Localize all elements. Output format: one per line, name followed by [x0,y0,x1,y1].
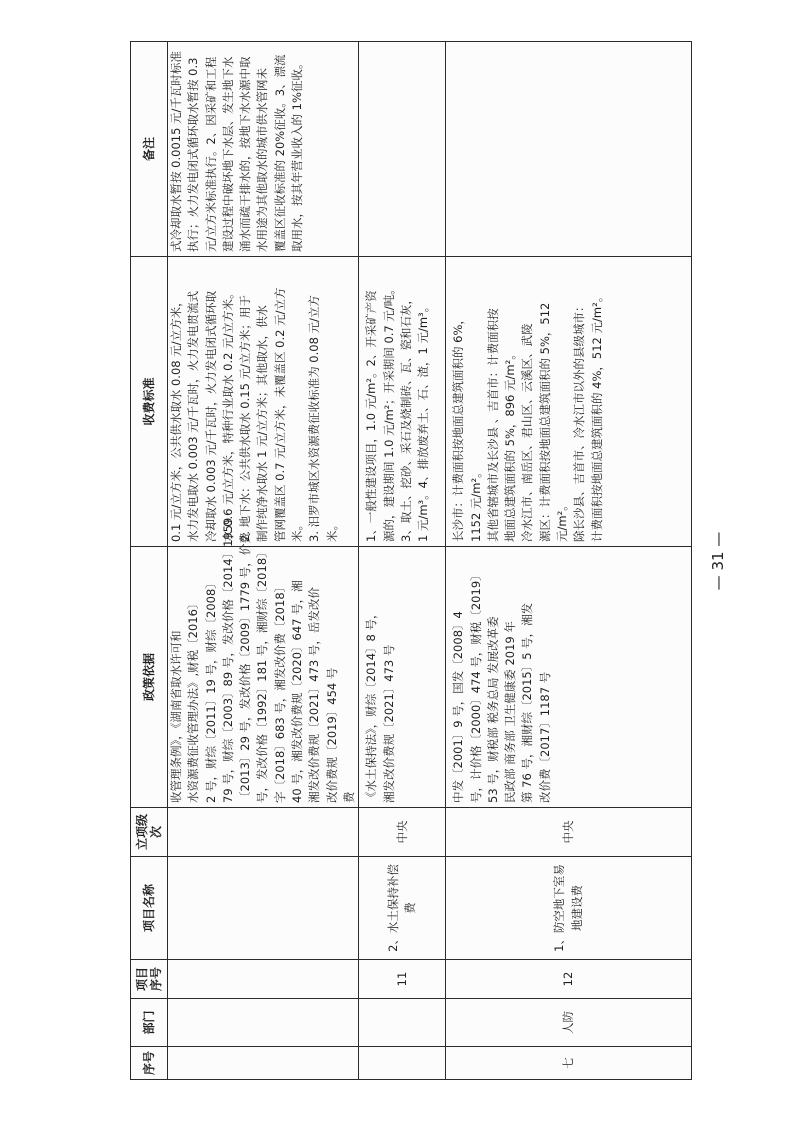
cell-item-name: 1、防空地下室易地建设费 [446,857,692,960]
basis-line: 中发〔2001〕9 号，国发〔2008〕4 [451,611,466,803]
standard-line: 2. 地下水：公共供水取水 0.15 元/立方米；用于 [238,295,253,542]
standard-line: 水力发电取水 0.003 元/千瓦时，火力发电贯流式 [186,290,201,542]
standard-line: 除长沙县、吉首市、冷水江市以外的县级城市： [572,300,587,542]
header-seq: 序号 [131,1047,168,1080]
cell-remark [446,42,692,257]
cell-dept: 人防 [446,999,692,1047]
standard-line: 水 0.6 元/立方米，特种行业取水 0.2 元/立方米。 [220,287,235,542]
rotated-table-frame [130,42,692,1080]
basis-line: 字〔2018〕683 号，湘发改价费〔2018〕 [272,580,287,803]
remark-line: 执行；火力发电闭式循环取水暂按 0.3 [186,57,201,252]
header-remark: 备注 [131,42,168,257]
standard-line: 3. 汨罗市城区水资源费征收标准为 0.08 元/立方 [307,295,322,542]
remark-line: 覆盖区征收标准的 20%征收。3、漂流 [272,54,287,252]
header-dept: 部门 [131,999,168,1047]
standard-line: 其他省辖城市及长沙县 、吉首市：计费面积按 [485,308,500,542]
cell-item-name: 2、水土保持补偿费 [359,857,446,960]
standard-line: 源的，建设期间 1.0 元/m²；开采期间 0.7 元/吨。 [381,283,396,542]
standard-line: 地面总建筑面积的 5%，896 元/m²。 [503,348,518,542]
basis-line: 79 号，财综〔2003〕89 号，发改价格〔2014〕1959 [220,517,235,803]
cell-remark [359,42,446,257]
basis-line: 费 [341,791,356,803]
page-number-text: — 31 — [709,531,727,591]
standard-line: 管网覆盖区 0.7 元/立方米，未覆盖区 0.2 元/立方 [272,287,287,542]
basis-line: 2 号，财综〔2011〕19 号，财综〔2008〕 [203,577,218,803]
remark-line: 水用途为其他取水的城市供水管网未 [255,68,270,252]
cell-item-no [168,960,359,999]
table-row [168,42,359,1080]
remark-line: 涌水而疏干排水的，按地下水水源中取 [238,56,253,252]
cell-seq [168,1047,359,1080]
header-item-no: 项目序号 [131,960,168,999]
standard-line: 冷却取水 0.003 元/千瓦时，火力发电闭式循环取 [203,290,218,542]
table-row [359,42,446,1080]
cell-basis [446,547,692,808]
cell-basis [359,547,446,808]
basis-line: 号，发改价格〔1992〕181 号，湘财综〔2018〕 [255,546,270,803]
cell-level: 中央 [446,808,692,857]
cell-item-no: 12 [446,960,692,999]
standard-line: 1 元/m³。4、排放废弃土、石、渣，1 元/m³。 [416,300,431,542]
cell-dept [359,999,446,1047]
standard-line: 3、取土、挖砂、采石及烧制砖、瓦、瓷和石灰， [398,293,413,542]
header-standard: 收费标准 [131,257,168,547]
standard-line: 1152 元/m²。 [468,466,483,542]
cell-dept [168,999,359,1047]
standard-line: 冷水江市、南岳区、君山区、云溪区、武陵 [520,323,535,542]
page-number [703,519,733,603]
cell-level [168,808,359,857]
basis-line: 号，计价格〔2000〕474 号，财税〔2019〕 [468,569,483,803]
basis-line: 〔2013〕29 号，发改价格〔2009〕1779 号，价费 [238,532,253,803]
standard-line: 计费面积按地面总建筑面积的 4%，512 元/m²。 [589,290,604,542]
basis-line: 53 号，财税部 税务总局 发展改革委 [485,616,500,803]
table-rotator [130,42,692,1080]
basis-line: 湘发改价费规〔2021〕473 号，岳发改价 [307,587,322,803]
fee-table [130,41,692,1080]
remark-line: 取用水，按其年营业收入的 1%征收。 [290,57,305,252]
basis-line: 40 号，湘发改价费规〔2020〕647 号，湘 [290,580,305,803]
basis-line: 湘发改价费规〔2021〕473 号 [381,644,396,803]
standard-line: 0.1 元/立方米，公共供水取水 0.08 元/立方米， [169,295,183,542]
basis-line: 第 76 号，湘财综〔2015〕5 号，湘发 [520,602,535,803]
cell-item-name [168,857,359,960]
header-row [131,42,168,1080]
cell-item-no: 11 [359,960,446,999]
basis-line: 《水土保持法》，财综〔2014〕8 号， [364,607,379,803]
standard-line: 源区：计费面积按地面总建筑面积的 5%，512 [537,302,552,542]
basis-line: 民政部 商务部 卫生健康委 2019 年 [503,621,518,803]
basis-line: 水资源费征收管理办法》,财税〔2016〕 [186,597,201,803]
cell-standard [446,257,692,547]
header-basis: 政策依据 [131,547,168,808]
basis-line: 改价费规〔2019〕454 号 [324,667,339,803]
cell-standard [168,257,359,547]
standard-line: 长沙市：计费面积按地面总建筑面积的 6%， [451,313,466,542]
cell-standard [359,257,446,547]
standard-line: 元/m²。 [555,499,570,542]
basis-line: 收管理条例》，《湖南省取水许可和 [169,630,183,803]
standard-line: 米。 [324,519,339,542]
cell-remark [168,42,359,257]
remark-line: 建设过程中破坏地下水层、发生地下水 [220,56,235,252]
standard-line: 米。 [290,519,305,542]
cell-seq [359,1047,446,1080]
remark-line: 元/立方米标准执行。2、因采矿和工程 [203,56,218,252]
remark-line: 式冷却取水暂按 0.0015 元/千瓦时标准 [169,51,183,252]
table-row [446,42,692,1080]
header-level: 立项级次 [131,808,168,857]
header-item-name: 项目名称 [131,857,168,960]
cell-basis [168,517,359,808]
standard-line: 1、一般性建设项目，1.0 元/m²。2、开采矿产资 [364,290,379,542]
cell-level: 中央 [359,808,446,857]
basis-line: 改价费〔2017〕1187 号 [537,671,552,803]
cell-seq: 七 [446,1047,692,1080]
standard-line: 制作纯净水取水 1 元/立方米；其他取水，供水 [255,305,270,542]
